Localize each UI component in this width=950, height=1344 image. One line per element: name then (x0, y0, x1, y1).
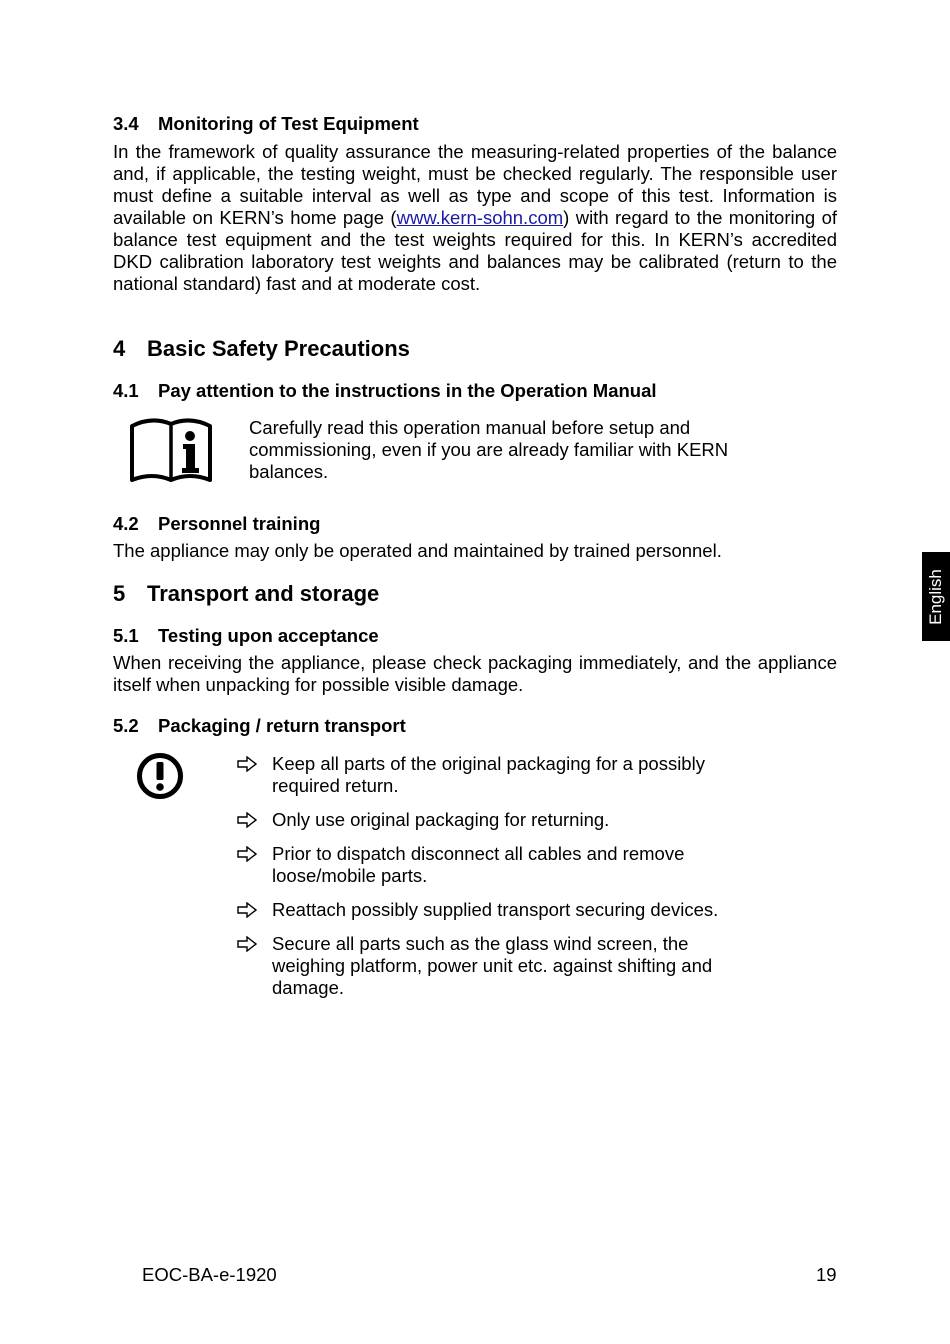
section-number: 3.4 (113, 113, 139, 134)
section-5-2-heading (113, 715, 406, 737)
section-3-4-heading (113, 113, 419, 135)
list-item-text: Only use original packaging for returning. (272, 809, 610, 830)
section-title: Packaging / return transport (158, 715, 406, 736)
list-item-text: Prior to dispatch disconnect all cables and remove loose/mobile parts. (272, 843, 685, 886)
list-item (237, 753, 757, 797)
section-title: Testing upon acceptance (158, 625, 379, 646)
footer-document-code: EOC-BA-e-1920 (142, 1264, 277, 1285)
list-item (237, 843, 757, 887)
section-4-2-heading (113, 513, 320, 535)
hollow-arrow-right-icon (237, 846, 257, 862)
chapter-title: Basic Safety Precautions (147, 336, 410, 361)
section-number: 4.1 (113, 380, 139, 401)
hollow-arrow-right-icon (237, 812, 257, 828)
paragraph-text: In the framework of quality assurance the measuring-related properties of the balance and, if applicable, the testing weight, must be checked regularly. The responsible user must define a suitable interval as well as type and scope of this test. Information is available on KERN’s home page ( (113, 141, 837, 228)
chapter-title: Transport and storage (147, 581, 380, 606)
section-title: Personnel training (158, 513, 321, 534)
chapter-number: 4 (113, 336, 126, 361)
hollow-arrow-right-icon (237, 902, 257, 918)
list-item (237, 933, 757, 999)
section-number: 5.2 (113, 715, 139, 736)
section-4-1-paragraph: Carefully read this operation manual before setup and commissioning, even if you are already familiar with KERN balances. (249, 417, 729, 482)
chapter-5-heading (113, 581, 379, 607)
chapter-4-heading (113, 336, 410, 362)
manual-info-icon (128, 414, 214, 486)
language-tab-label: English (926, 568, 945, 625)
section-5-1-paragraph: When receiving the appliance, please check packaging immediately, and the appliance itself when unpacking for possible visible damage. (113, 652, 837, 695)
list-item-text: Reattach possibly supplied transport securing devices. (272, 899, 719, 920)
hollow-arrow-right-icon (237, 936, 257, 952)
list-item-text: Keep all parts of the original packaging for a possibly required return. (272, 753, 705, 796)
section-4-2-paragraph: The appliance may only be operated and maintained by trained personnel. (113, 540, 722, 561)
list-item-text: Secure all parts such as the glass wind screen, the weighing platform, power unit etc. against shifting and damage. (272, 933, 713, 998)
footer-page-number: 19 (816, 1264, 837, 1285)
section-title: Monitoring of Test Equipment (158, 113, 419, 134)
list-item (237, 899, 757, 921)
section-title: Pay attention to the instructions in the Operation Manual (158, 380, 657, 401)
chapter-number: 5 (113, 581, 126, 606)
list-item (237, 809, 757, 831)
section-number: 4.2 (113, 513, 139, 534)
section-5-1-heading (113, 625, 379, 647)
section-3-4-paragraph (113, 141, 837, 295)
hollow-arrow-right-icon (237, 756, 257, 772)
warning-exclamation-icon (135, 751, 185, 801)
paragraph-text: ) with regard to the monitoring of balance test equipment and the test weights required for this. In KERN’s accredited DKD calibration laboratory test weights and balances may be calibrated (return to the national standard) fast and at moderate cost. (113, 207, 837, 294)
section-number: 5.1 (113, 625, 139, 646)
kern-website-link[interactable]: www.kern-sohn.com (396, 207, 564, 228)
packaging-instructions-list (237, 753, 757, 1011)
section-4-1-heading (113, 380, 657, 402)
language-side-tab (922, 552, 950, 641)
